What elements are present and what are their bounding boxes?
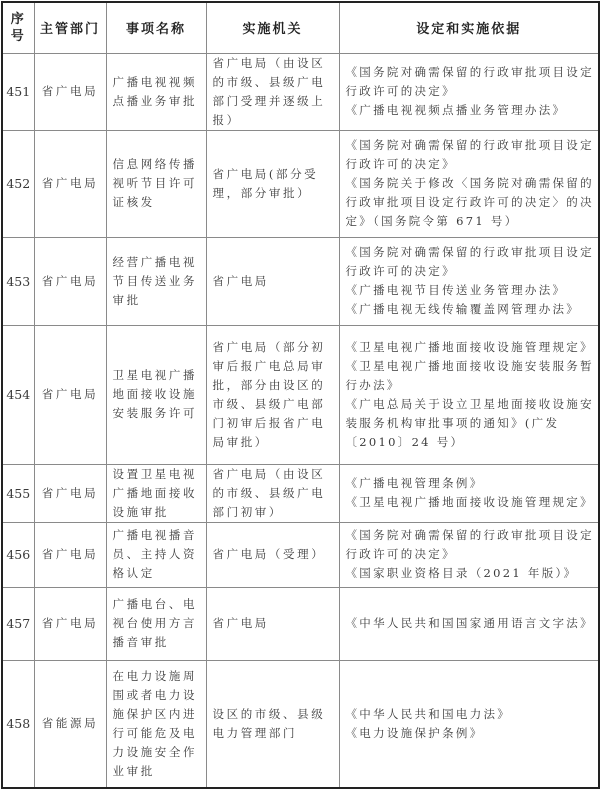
- cell-agency: 省广电局（由设区的市级、县级广电部门受理并逐级上报）: [206, 53, 339, 130]
- table-row: [2, 587, 599, 660]
- basis-document: 《国家职业资格目录（2021 年版）》: [345, 566, 578, 580]
- basis-document: 《广电总局关于设立卫星地面接收设施安装服务机构审批事项的通知》(广发〔2010〕24 号）: [345, 396, 594, 449]
- header-basis: 设定和实施依据: [339, 2, 599, 53]
- cell-agency: 省广电局: [206, 237, 339, 325]
- cell-serial-number: 456: [2, 522, 34, 587]
- basis-document: 《电力设施保护条例》: [345, 725, 484, 740]
- cell-serial-number: 457: [2, 587, 34, 660]
- table-row: [2, 464, 599, 522]
- cell-item-name: 信息网络传播视听节目许可证核发: [106, 130, 206, 237]
- cell-serial-number: 454: [2, 325, 34, 464]
- cell-item-name: 在电力设施周围或者电力设施保护区内进行可能危及电力设施安全作业审批: [106, 660, 206, 788]
- cell-basis: [339, 587, 599, 660]
- header-department: 主管部门: [34, 2, 106, 53]
- basis-document: 《广播电视节目传送业务管理办法》: [345, 283, 567, 297]
- basis-document: 《国务院对确需保留的行政审批项目设定行政许可的决定》: [345, 65, 594, 98]
- basis-document: 《卫星电视广播地面接收设施管理规定》: [345, 339, 594, 354]
- header-item-name: 事项名称: [106, 2, 206, 53]
- cell-serial-number: 451: [2, 53, 34, 130]
- header-serial-line2: 号: [10, 28, 26, 44]
- cell-serial-number: 452: [2, 130, 34, 237]
- basis-document: 《广播电视视频点播业务管理办法》: [345, 103, 567, 117]
- cell-agency: 省广电局（受理）: [206, 522, 339, 587]
- cell-department: 省能源局: [34, 660, 106, 788]
- cell-serial-number: 453: [2, 237, 34, 325]
- cell-department: 省广电局: [34, 522, 106, 587]
- header-serial-number: [2, 2, 34, 53]
- table-row: [2, 660, 599, 788]
- cell-item-name: 广播电视视频点播业务审批: [106, 53, 206, 130]
- cell-item-name: 卫星电视广播地面接收设施安装服务许可: [106, 325, 206, 464]
- cell-item-name: 经营广播电视节目传送业务审批: [106, 237, 206, 325]
- cell-item-name: 广播电台、电视台使用方言播音审批: [106, 587, 206, 660]
- header-agency: 实施机关: [206, 2, 339, 53]
- table-header-row: [2, 2, 599, 53]
- cell-department: 省广电局: [34, 53, 106, 130]
- basis-document: 《卫星电视广播地面接收设施安装服务暂行办法》: [345, 358, 594, 392]
- cell-department: 省广电局: [34, 130, 106, 237]
- table-row: [2, 130, 599, 237]
- basis-document: 《国务院对确需保留的行政审批项目设定行政许可的决定》: [345, 528, 594, 561]
- cell-agency: 省广电局（部分初审后报广电总局审批，部分由设区的市级、县级广电部门初审后报省广电局审批）: [206, 325, 339, 464]
- basis-document: 《中华人民共和国电力法》: [345, 706, 512, 721]
- cell-department: 省广电局: [34, 325, 106, 464]
- table-row: [2, 325, 599, 464]
- cell-serial-number: 458: [2, 660, 34, 788]
- basis-document: 《广播电视管理条例》: [345, 476, 484, 490]
- cell-agency: 省广电局: [206, 587, 339, 660]
- cell-agency: 省广电局(部分受理，部分审批）: [206, 130, 339, 237]
- cell-item-name: 广播电视播音员、主持人资格认定: [106, 522, 206, 587]
- table-row: [2, 522, 599, 587]
- cell-agency: 设区的市级、县级电力管理部门: [206, 660, 339, 788]
- approval-items-table: [1, 1, 600, 789]
- basis-document: 《国务院对确需保留的行政审批项目设定行政许可的决定》: [345, 138, 594, 171]
- cell-basis: [339, 660, 599, 788]
- basis-document: 《中华人民共和国国家通用语言文字法》: [345, 616, 594, 630]
- cell-serial-number: 455: [2, 464, 34, 522]
- cell-item-name: 设置卫星电视广播地面接收设施审批: [106, 464, 206, 522]
- basis-document: 《国务院对确需保留的行政审批项目设定行政许可的决定》: [345, 245, 594, 278]
- header-serial-line1: 序: [10, 11, 26, 27]
- basis-document: 《广播电视无线传输覆盖网管理办法》: [345, 302, 581, 316]
- cell-department: 省广电局: [34, 587, 106, 660]
- cell-basis: [339, 325, 599, 464]
- cell-department: 省广电局: [34, 237, 106, 325]
- cell-basis: [339, 522, 599, 587]
- table-row: [2, 237, 599, 325]
- basis-document: 《国务院关于修改〈国务院对确需保留的行政审批项目设定行政许可的决定〉的决定》（国务院令第 671 号）: [345, 176, 594, 228]
- cell-basis: [339, 464, 599, 522]
- table-row: [2, 53, 599, 130]
- cell-agency: 省广电局（由设区的市级、县级广电部门初审）: [206, 464, 339, 522]
- cell-department: 省广电局: [34, 464, 106, 522]
- cell-basis: [339, 53, 599, 130]
- cell-basis: [339, 130, 599, 237]
- basis-document: 《卫星电视广播地面接收设施管理规定》: [345, 495, 594, 509]
- cell-basis: [339, 237, 599, 325]
